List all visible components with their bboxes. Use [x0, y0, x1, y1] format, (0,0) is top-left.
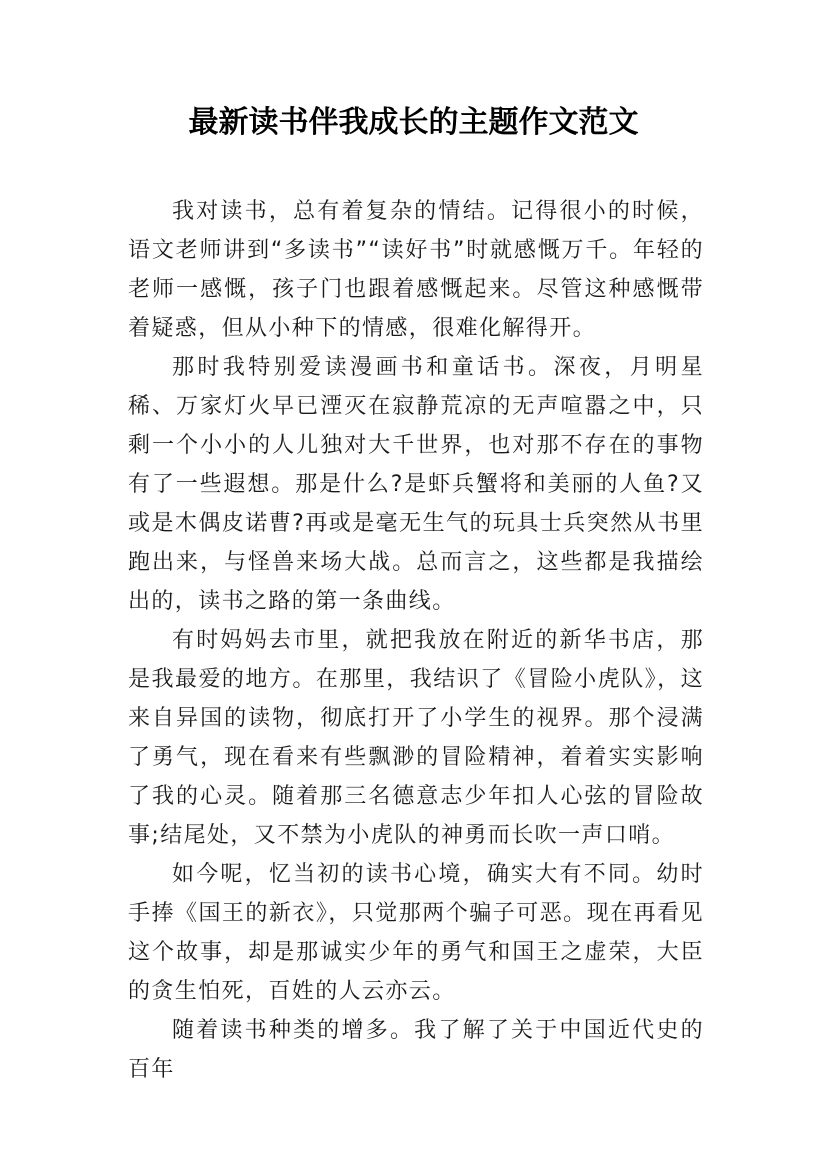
paragraph-5: 随着读书种类的增多。我了解了关于中国近代史的百年	[128, 1018, 704, 1082]
paragraph-1: 我对读书，总有着复杂的情结。记得很小的时候，语文老师讲到“多读书”“读好书”时就感慨万千。年轻的老师一感慨，孩子门也跟着感慨起来。尽管这种感慨带着疑惑，但从小种下的情感，很难化解得开。	[128, 199, 704, 341]
document-title: 最新读书伴我成长的主题作文范文	[188, 105, 639, 140]
document-body	[128, 192, 704, 1089]
paragraph-3: 有时妈妈去市里，就把我放在附近的新华书店，那是我最爱的地方。在那里，我结识了《冒险小虎队》，这来自异国的读物，彻底打开了小学生的视界。那个浸满了勇气，现在看来有些飘渺的冒险精神，着着实实影响了我的心灵。随着那三名德意志少年扣人心弦的冒险故事;结尾处，又不禁为小虎队的神勇而长吹一声口哨。	[128, 628, 704, 848]
paragraph-4: 如今呢，忆当初的读书心境，确实大有不同。幼时手捧《国王的新衣》，只觉那两个骗子可恶。现在再看见这个故事，却是那诚实少年的勇气和国王之虚荣，大臣的贪生怕死，百姓的人云亦云。	[128, 862, 704, 1004]
paragraph-2: 那时我特别爱读漫画书和童话书。深夜，月明星稀、万家灯火早已湮灭在寂静荒凉的无声喧嚣之中，只剩一个小小的人儿独对大千世界，也对那不存在的事物有了一些遐想。那是什么?是虾兵蟹将和美丽的人鱼?又或是木偶皮诺曹?再或是毫无生气的玩具士兵突然从书里跑出来，与怪兽来场大战。总而言之，这些都是我描绘出的，读书之路的第一条曲线。	[128, 355, 704, 614]
